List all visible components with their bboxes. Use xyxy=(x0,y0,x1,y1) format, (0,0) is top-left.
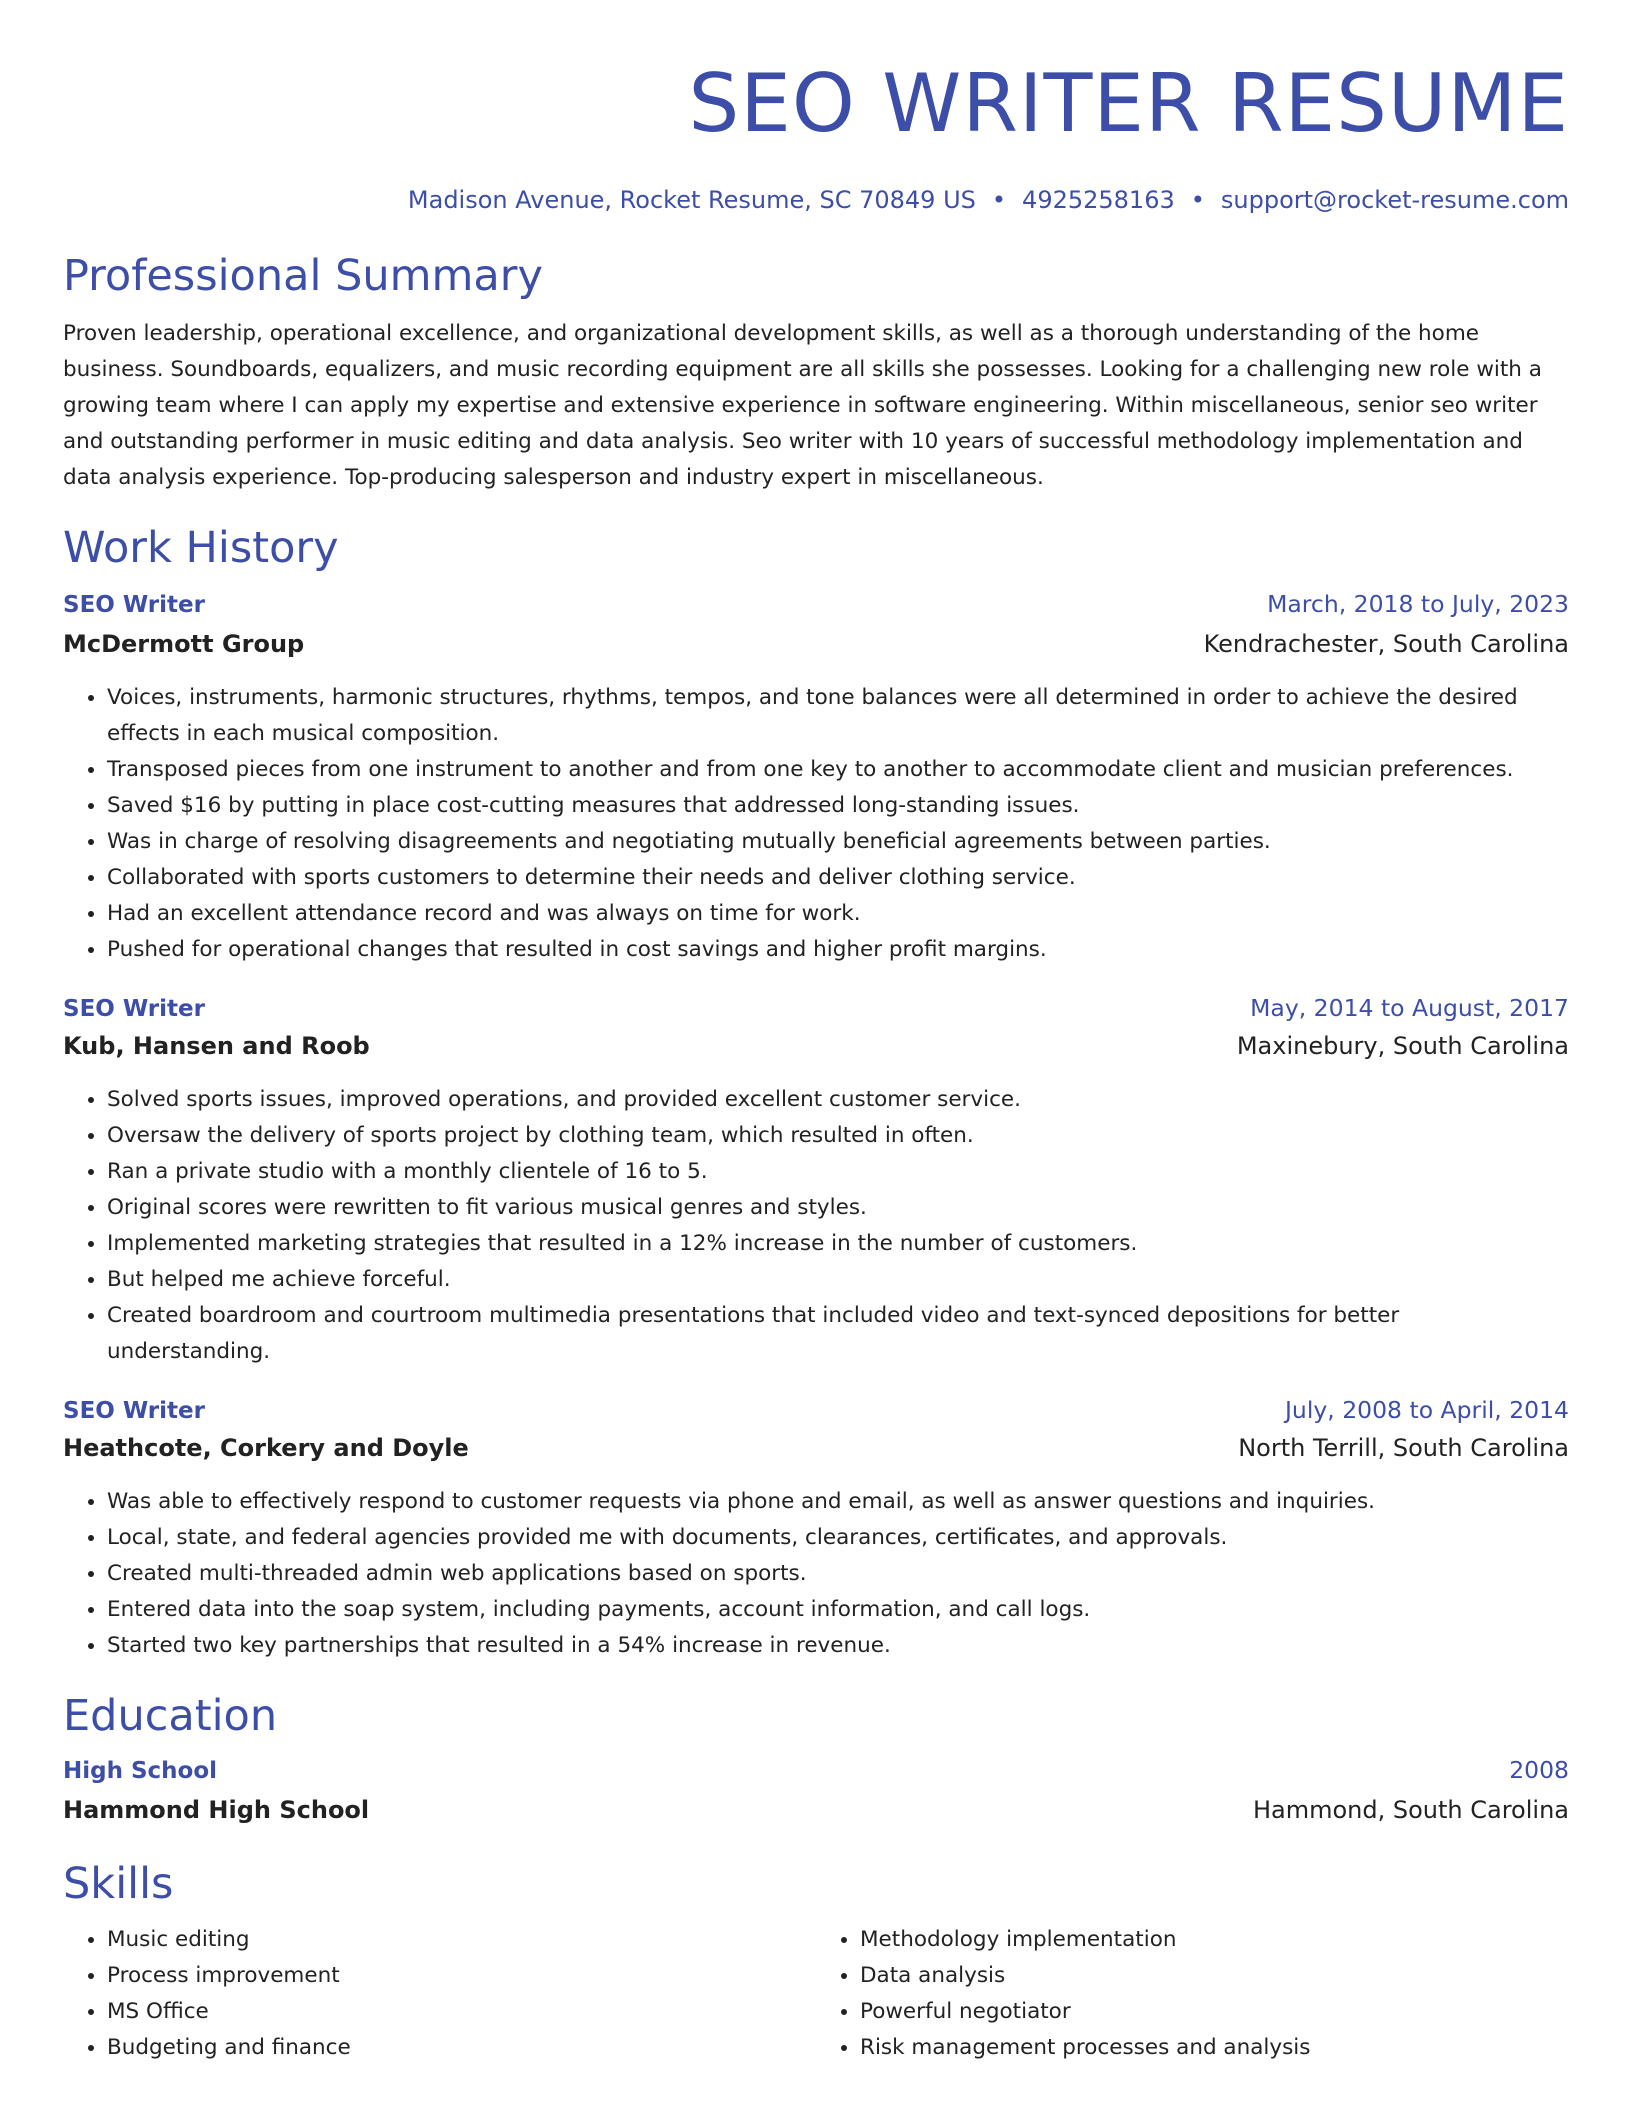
list-item: • But helped me achieve forceful. xyxy=(107,1262,1569,1298)
skill-item: • Process improvement xyxy=(107,1958,816,1994)
skills-heading: Skills xyxy=(63,1859,174,1909)
list-item: • Collaborated with sports customers to determine their needs and deliver clothing service. xyxy=(107,860,1569,896)
job-location: Kendrachester, South Carolina xyxy=(1203,630,1569,658)
list-item: • Solved sports issues, improved operations, and provided excellent customer service. xyxy=(107,1082,1569,1118)
skills-column-left xyxy=(63,1922,816,2066)
education-year: 2008 xyxy=(1509,1756,1569,1784)
job-role: SEO Writer xyxy=(63,1398,205,1424)
resume-header xyxy=(63,0,1569,214)
list-item: • Local, state, and federal agencies provided me with documents, clearances, certificates, and approvals. xyxy=(107,1520,1569,1556)
job-location: Maxinebury, South Carolina xyxy=(1236,1032,1569,1060)
education-school: Hammond High School xyxy=(63,1796,370,1824)
job-title-row xyxy=(63,994,1569,1032)
list-item: • Created multi-threaded admin web applications based on sports. xyxy=(107,1556,1569,1592)
skill-item: • Powerful negotiator xyxy=(860,1994,1569,2030)
list-item: • Was in charge of resolving disagreements and negotiating mutually beneficial agreements between parties. xyxy=(107,824,1569,860)
job-dates: July, 2008 to April, 2014 xyxy=(1285,1396,1569,1424)
job-company-row xyxy=(63,1032,1569,1072)
list-item: • Implemented marketing strategies that resulted in a 12% increase in the number of customers. xyxy=(107,1226,1569,1262)
education-degree: High School xyxy=(63,1758,218,1784)
summary-heading: Professional Summary xyxy=(63,251,543,301)
education-title-row xyxy=(63,1756,1569,1796)
skills-list xyxy=(63,1922,1569,2066)
list-item: • Original scores were rewritten to fit various musical genres and styles. xyxy=(107,1190,1569,1226)
job-company: Heathcote, Corkery and Doyle xyxy=(63,1434,469,1462)
list-item: • Ran a private studio with a monthly clientele of 16 to 5. xyxy=(107,1154,1569,1190)
list-item: • Pushed for operational changes that resulted in cost savings and higher profit margins. xyxy=(107,932,1569,968)
list-item: • Created boardroom and courtroom multimedia presentations that included video and text-synced depositions for better understanding. xyxy=(107,1298,1569,1370)
job-company-row xyxy=(63,1434,1569,1474)
job-entry xyxy=(63,1396,1569,1664)
job-title-row xyxy=(63,590,1569,630)
skill-item: • Risk management processes and analysis xyxy=(860,2030,1569,2066)
contact-separator: • xyxy=(991,186,1007,214)
list-item: • Voices, instruments, harmonic structures, rhythms, tempos, and tone balances were all determined in order to achieve the desired effects in each musical composition. xyxy=(107,680,1569,752)
job-bullets xyxy=(63,1082,1569,1370)
contact-phone: 4925258163 xyxy=(1022,186,1175,214)
education-location: Hammond, South Carolina xyxy=(1252,1796,1569,1824)
job-role: SEO Writer xyxy=(63,592,205,618)
skill-item: • Music editing xyxy=(107,1922,816,1958)
summary-text: Proven leadership, operational excellence, and organizational development skills, as well as a thorough understanding of the home business. Soundboards, equalizers, and music recording equipment are all skills she possesses. Looking for a challenging new role with a growing team where I can apply my expertise and extensive experience in software engineering. Within miscellaneous, senior seo writer and outstanding performer in music editing and data analysis. Seo writer with 10 years of successful methodology implementation and data analysis experience. Top-producing salesperson and industry expert in miscellaneous. xyxy=(63,321,1542,490)
skill-item: • Data analysis xyxy=(860,1958,1569,1994)
list-item: • Entered data into the soap system, including payments, account information, and call logs. xyxy=(107,1592,1569,1628)
job-title-row xyxy=(63,1396,1569,1434)
skill-item: • Budgeting and finance xyxy=(107,2030,816,2066)
list-item: • Oversaw the delivery of sports project by clothing team, which resulted in often. xyxy=(107,1118,1569,1154)
resume-title: SEO WRITER RESUME xyxy=(688,57,1569,150)
list-item: • Transposed pieces from one instrument to another and from one key to another to accommodate client and musician preferences. xyxy=(107,752,1569,788)
job-dates: March, 2018 to July, 2023 xyxy=(1267,590,1569,618)
skills-column-right xyxy=(816,1922,1569,2066)
job-company: McDermott Group xyxy=(63,630,305,658)
education-entry xyxy=(63,1756,1569,1836)
skill-item: • MS Office xyxy=(107,1994,816,2030)
list-item: • Started two key partnerships that resulted in a 54% increase in revenue. xyxy=(107,1628,1569,1664)
list-item: • Saved $16 by putting in place cost-cutting measures that addressed long-standing issues. xyxy=(107,788,1569,824)
skills-bullets-left xyxy=(63,1922,816,2066)
contact-separator: • xyxy=(1190,186,1205,214)
job-company-row xyxy=(63,630,1569,670)
list-item: • Was able to effectively respond to customer requests via phone and email, as well as answer questions and inquiries. xyxy=(107,1484,1569,1520)
education-heading: Education xyxy=(63,1691,278,1741)
job-dates: May, 2014 to August, 2017 xyxy=(1250,994,1569,1022)
job-bullets xyxy=(63,680,1569,968)
job-company: Kub, Hansen and Roob xyxy=(63,1032,370,1060)
skills-bullets-right xyxy=(816,1922,1569,2066)
work-history-heading: Work History xyxy=(63,523,339,573)
contact-line xyxy=(63,186,1569,214)
contact-address: Madison Avenue, Rocket Resume, SC 70849 US xyxy=(407,186,976,214)
job-entry xyxy=(63,590,1569,968)
education-school-row xyxy=(63,1796,1569,1836)
job-role: SEO Writer xyxy=(63,996,205,1022)
skill-item: • Methodology implementation xyxy=(860,1922,1569,1958)
list-item: • Had an excellent attendance record and was always on time for work. xyxy=(107,896,1569,932)
job-entry xyxy=(63,994,1569,1370)
contact-email[interactable]: support@rocket-resume.com xyxy=(1220,186,1569,214)
job-bullets xyxy=(63,1484,1569,1664)
job-location: North Terrill, South Carolina xyxy=(1238,1434,1569,1462)
